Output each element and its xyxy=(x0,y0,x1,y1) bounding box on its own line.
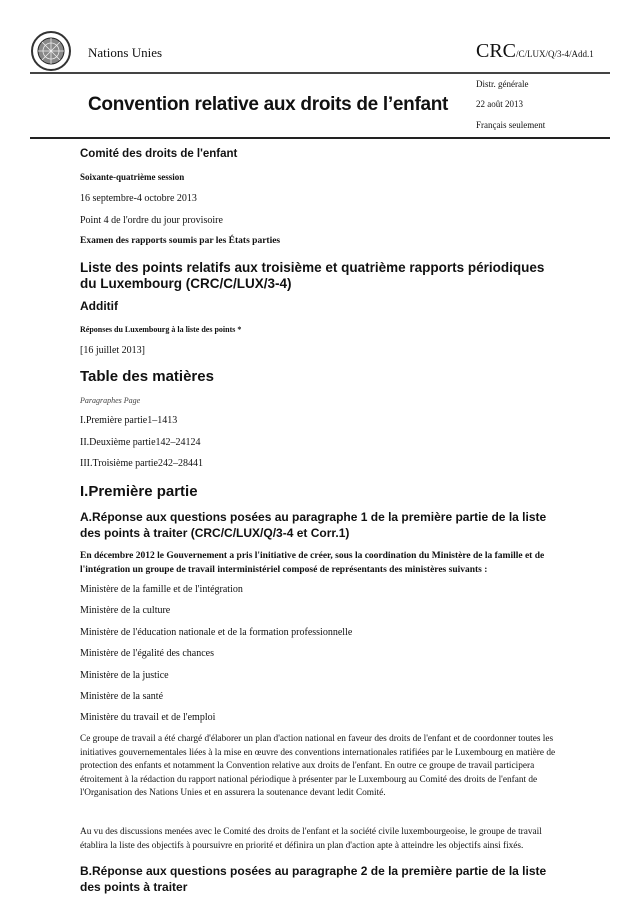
section-a-heading: A.Réponse aux questions posées au paragraphe 1 de la première partie de la liste des points à traiter (CRC/C/LUX/Q/3-4 et Corr.1) xyxy=(80,510,547,540)
exam-heading: Examen des rapports soumis par les États parties xyxy=(80,236,281,246)
toc-item[interactable]: I.Première partie1–1413 xyxy=(80,415,178,426)
section-b-heading: B.Réponse aux questions posées au paragraphe 2 de la première partie de la liste des points à traiter xyxy=(80,864,547,894)
paragraph: Au vu des discussions menées avec le Comité des droits de l'enfant et la société civile luxembourgeoise, le groupe de travail établira la liste des objectifs à poursuivre en priorité et définira un plan d'action apte à atteindre les objectifs ainsi fixés. xyxy=(80,827,542,851)
session-dates: 16 septembre-4 octobre 2013 xyxy=(80,193,197,204)
org-name: Nations Unies xyxy=(88,45,163,60)
ministry-item: Ministère de la famille et de l'intégration xyxy=(80,584,243,595)
toc-item[interactable]: III.Troisième partie242–28441 xyxy=(80,458,203,469)
symbol-rest: /C/LUX/Q/3-4/Add.1 xyxy=(516,49,594,59)
title-rule xyxy=(30,137,610,139)
un-emblem-logo xyxy=(30,30,72,72)
ministry-item: Ministère de l'égalité des chances xyxy=(80,648,214,659)
header-rule xyxy=(30,72,610,74)
distribution: Distr. générale xyxy=(476,79,529,89)
session: Soixante-quatrième session xyxy=(80,172,185,182)
toc-item[interactable]: II.Deuxième partie142–24124 xyxy=(80,437,201,448)
ministry-item: Ministère de la culture xyxy=(80,605,171,616)
symbol-main: CRC xyxy=(476,40,517,62)
list-title: Liste des points relatifs aux troisième et quatrième rapports périodiques du Luxembourg (CRC/C/LUX/3-4) xyxy=(80,260,545,291)
ministry-item: Ministère de l'éducation nationale et de la formation professionnelle xyxy=(80,627,353,638)
toc-title: Table des matières xyxy=(80,368,214,385)
document-symbol xyxy=(476,40,594,63)
received-date: [16 juillet 2013] xyxy=(80,345,145,356)
responses-heading: Réponses du Luxembourg à la liste des points * xyxy=(80,325,242,334)
paragraph: Ce groupe de travail a été chargé d'élaborer un plan d'action national en faveur des droits de l'enfant et de coordonner toutes les initiatives gouvernementales liées à la mise en œuvre des conventions internationales ratifiées par le Luxembourg en matière de protection des enfants et notamment la Convention relative aux droits de l'enfant. En outre ce groupe de travail participera étroitement à la rédaction du rapport national périodique à présenter par le Luxembourg au Comité des droits de l'enfant de l'Organisation des Nations Unies et en assurera la soutenance devant ledit Comité. xyxy=(80,734,556,799)
toc-columns: Paragraphes Page xyxy=(80,396,141,405)
ministry-item: Ministère du travail et de l'emploi xyxy=(80,712,216,723)
committee: Comité des droits de l'enfant xyxy=(80,148,238,160)
additif: Additif xyxy=(80,299,118,313)
ministry-item: Ministère de la justice xyxy=(80,670,169,681)
intro-paragraph: En décembre 2012 le Gouvernement a pris l'initiative de créer, sous la coordination du Ministère de la famille et de l'intégration un groupe de travail interministériel composé de représentants des ministères suivants : xyxy=(80,551,545,575)
language: Français seulement xyxy=(476,120,546,130)
page-title: Convention relative aux droits de l’enfant xyxy=(88,94,449,115)
document-date: 22 août 2013 xyxy=(476,99,523,109)
part1-heading: I.Première partie xyxy=(80,483,198,500)
agenda-item: Point 4 de l'ordre du jour provisoire xyxy=(80,215,223,226)
ministry-item: Ministère de la santé xyxy=(80,691,164,702)
